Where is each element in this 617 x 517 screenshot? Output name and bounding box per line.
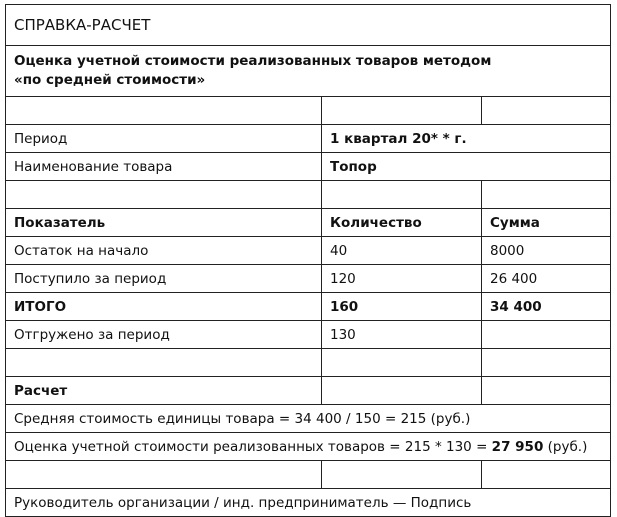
title-row — [6, 5, 611, 46]
row-sum: 8000 — [482, 237, 611, 265]
product-row — [6, 153, 611, 181]
row-sum: 26 400 — [482, 265, 611, 293]
row-quantity: 160 — [322, 293, 482, 321]
row-sum: 34 400 — [482, 293, 611, 321]
description-row — [6, 46, 611, 97]
row-quantity: 130 — [322, 321, 482, 349]
calculation-row — [6, 405, 611, 433]
row-quantity: 120 — [322, 265, 482, 293]
calculation-certificate-table — [5, 4, 611, 517]
row-indicator: Остаток на начало — [6, 237, 322, 265]
document-title: СПРАВКА-РАСЧЕТ — [6, 5, 611, 46]
empty-row — [6, 349, 611, 377]
row-indicator: Отгружено за период — [6, 321, 322, 349]
calculation-line-1: Средняя стоимость единицы товара = 34 400 / 150 = 215 (руб.) — [6, 405, 611, 433]
product-label: Наименование товара — [6, 153, 322, 181]
calculation-line-2-suffix: (руб.) — [543, 438, 588, 455]
empty-row — [6, 97, 611, 125]
empty-row — [6, 181, 611, 209]
table-row — [6, 321, 611, 349]
signature-row — [6, 489, 611, 517]
period-label: Период — [6, 125, 322, 153]
description-line-2: «по средней стоимости» — [14, 72, 206, 88]
row-sum — [482, 321, 611, 349]
row-indicator: Поступило за период — [6, 265, 322, 293]
description-line-1: Оценка учетной стоимости реализованных товаров методом — [14, 53, 492, 69]
row-indicator: ИТОГО — [6, 293, 322, 321]
empty-row — [6, 461, 611, 489]
total-row — [6, 293, 611, 321]
calculation-line-2-prefix: Оценка учетной стоимости реализованных товаров = 215 * 130 = — [14, 438, 492, 455]
header-indicator: Показатель — [6, 209, 322, 237]
product-value: Топор — [322, 153, 611, 181]
signature-line: Руководитель организации / инд. предприниматель — Подпись — [6, 489, 611, 517]
header-sum: Сумма — [482, 209, 611, 237]
period-row — [6, 125, 611, 153]
calculation-row — [6, 433, 611, 461]
row-quantity: 40 — [322, 237, 482, 265]
calculation-line-2 — [6, 433, 611, 461]
calculation-header-row — [6, 377, 611, 405]
document-description — [6, 46, 611, 97]
table-header-row — [6, 209, 611, 237]
period-value: 1 квартал 20* * г. — [322, 125, 611, 153]
table-row — [6, 265, 611, 293]
table-row — [6, 237, 611, 265]
header-quantity: Количество — [322, 209, 482, 237]
calculation-label: Расчет — [6, 377, 322, 405]
calculation-result: 27 950 — [491, 438, 544, 455]
